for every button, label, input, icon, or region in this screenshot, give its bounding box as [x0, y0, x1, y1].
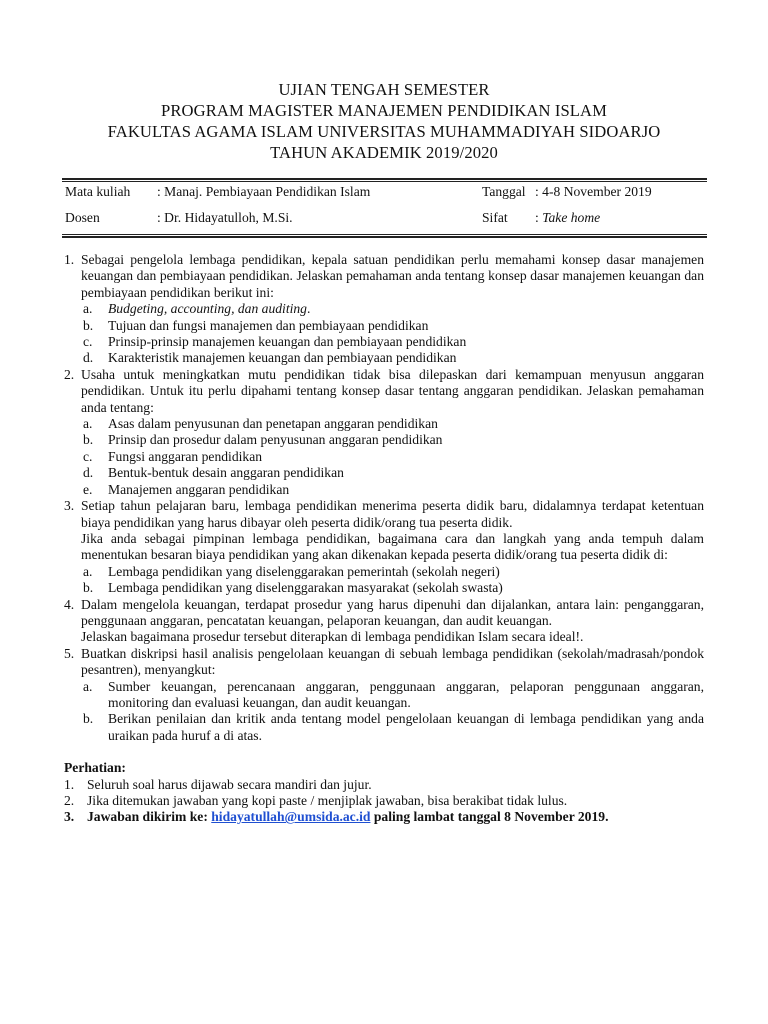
item-text: Prinsip dan prosedur dalam penyusunan anggaran pendidikan	[108, 432, 443, 448]
list-item	[64, 318, 704, 334]
type-label: Sifat	[482, 210, 508, 225]
question-4	[64, 597, 704, 646]
question-text-followup: Jika anda sebagai pimpinan lembaga pendidikan, bagaimana cara dan langkah yang anda tempuh dalam menentukan besaran biaya pendidikan yang akan dikenakan kepada peserta didik/orang tua peserta didik di:	[81, 530, 704, 563]
question-text: Dalam mengelola keuangan, terdapat prosedur yang harus dipenuhi dan dijalankan, antara lain: penganggaran, penggunaan anggaran, pencatatan keuangan, pelaporan keuangan, dan audit keuangan.	[81, 596, 704, 628]
list-item	[64, 465, 704, 481]
list-item	[64, 334, 704, 350]
item-text: Prinsip-prinsip manajemen keuangan dan pembiayaan pendidikan	[108, 334, 467, 350]
notice-number: 1.	[64, 776, 75, 792]
question-number: 1.	[64, 252, 75, 267]
notice-number: 2.	[64, 793, 75, 808]
item-text: Bentuk-bentuk desain anggaran pendidikan	[108, 465, 344, 481]
item-suffix: .	[306, 301, 311, 317]
header-title: UJIAN TENGAH SEMESTER	[278, 80, 490, 99]
item-letter: e.	[83, 481, 93, 497]
item-letter: b.	[83, 432, 94, 448]
date-value: : 4-8 November 2019	[535, 184, 652, 199]
list-item	[64, 711, 704, 744]
item-text: Fungsi anggaran pendidikan	[108, 448, 263, 464]
notice-number: 3.	[64, 809, 75, 825]
notice-title: Perhatian:	[64, 760, 126, 776]
meta-row-course	[65, 184, 705, 210]
header-faculty: FAKULTAS AGAMA ISLAM UNIVERSITAS MUHAMMADIYAH SIDOARJO	[107, 122, 661, 141]
submission-deadline: paling lambat tanggal 8 November 2019.	[370, 809, 609, 825]
lecturer-value: : Dr. Hidayatulloh, M.Si.	[157, 210, 293, 225]
list-item	[64, 416, 704, 432]
item-letter: b.	[83, 580, 94, 596]
notice-item	[64, 793, 704, 809]
meta-divider-thin	[62, 234, 707, 235]
lecturer-label: Dosen	[65, 210, 100, 225]
type-value: Take home	[542, 210, 601, 225]
item-letter: a.	[83, 301, 93, 317]
question-number: 5.	[64, 645, 75, 661]
list-item	[64, 580, 704, 596]
list-item	[64, 350, 704, 366]
question-text-followup: Jelaskan bagaimana prosedur tersebut diterapkan di lembaga pendidikan Islam secara ideal!.	[81, 629, 584, 645]
question-text: Setiap tahun pelajaran baru, lembaga pendidikan menerima peserta didik baru, didalamnya terdapat ketentuan biaya pendidikan yang harus dibayar oleh peserta didik/orang tua peserta didik.	[81, 498, 704, 530]
question-1	[64, 252, 704, 301]
question-number: 3.	[64, 498, 75, 514]
question-number: 4.	[64, 596, 75, 612]
item-letter: a.	[83, 678, 93, 694]
item-letter: a.	[83, 416, 93, 432]
submission-prefix: Jawaban dikirim ke:	[87, 809, 212, 825]
notice-text: Jika ditemukan jawaban yang kopi paste / menjiplak jawaban, bisa berakibat tidak lulus.	[87, 793, 568, 808]
item-letter: d.	[83, 465, 94, 481]
course-value: : Manaj. Pembiayaan Pendidikan Islam	[157, 184, 371, 199]
question-text: Sebagai pengelola lembaga pendidikan, kepala satuan pendidikan perlu memahami konsep dasar manajemen keuangan dan pembiayaan pendidikan. Jelaskan pemahaman anda tentang konsep dasar manajemen keuangan dan pembiayaan pendidikan berikut ini:	[81, 252, 704, 300]
question-text: Buatkan diskripsi hasil analisis pengelolaan keuangan di sebuah lembaga pendidikan (sekolah/madrasah/pondok pesantren), menyangkut:	[81, 645, 704, 678]
question-number: 2.	[64, 366, 75, 382]
top-divider-thick	[62, 178, 707, 180]
meta-divider-thick	[62, 236, 707, 238]
item-letter: c.	[83, 334, 93, 350]
list-item	[64, 449, 704, 465]
item-letter: b.	[83, 711, 94, 727]
list-item	[64, 679, 704, 712]
item-text: Berikan penilaian dan kritik anda tentang model pengelolaan keuangan di lembaga pendidikan yang anda uraikan pada huruf a di atas.	[108, 711, 704, 743]
item-letter: a.	[83, 563, 93, 579]
list-item	[64, 432, 704, 448]
item-letter: d.	[83, 350, 94, 366]
top-divider-thin	[62, 181, 707, 182]
item-text: Manajemen anggaran pendidikan	[108, 481, 290, 497]
exam-meta	[65, 184, 705, 236]
item-text: Tujuan dan fungsi manajemen dan pembiayaan pendidikan	[108, 317, 429, 333]
email-link[interactable]: hidayatullah@umsida.ac.id	[211, 809, 371, 825]
type-colon: :	[535, 210, 543, 225]
question-2	[64, 367, 704, 416]
list-item	[64, 482, 704, 498]
notice-text: Seluruh soal harus dijawab secara mandiri dan jujur.	[87, 776, 372, 792]
item-letter: c.	[83, 448, 93, 464]
header-program: PROGRAM MAGISTER MANAJEMEN PENDIDIKAN ISLAM	[161, 101, 607, 120]
meta-row-lecturer	[65, 210, 705, 236]
course-label: Mata kuliah	[65, 184, 131, 199]
item-letter: b.	[83, 317, 94, 333]
header-year: TAHUN AKADEMIK 2019/2020	[270, 143, 498, 162]
question-list	[64, 252, 704, 826]
question-text: Usaha untuk meningkatkan mutu pendidikan tidak bisa dilepaskan dari kemampuan menyusun anggaran pendidikan. Untuk itu perlu dipahami tentang konsep dasar tentang anggaran pendidikan. Jelaskan pemahaman anda tentang:	[81, 366, 704, 415]
list-item	[64, 301, 704, 317]
notice-item	[64, 777, 704, 793]
type-value-wrap	[535, 210, 600, 226]
item-text: Sumber keuangan, perencanaan anggaran, penggunaan anggaran, pelaporan penggunaan anggaran, monitoring dan evaluasi keuangan, dan audit keuangan.	[108, 678, 704, 710]
item-text: Lembaga pendidikan yang diselenggarakan masyarakat (sekolah swasta)	[108, 580, 503, 596]
exam-header	[0, 79, 768, 163]
item-text: Budgeting, accounting, dan auditing	[108, 301, 307, 317]
item-text: Karakteristik manajemen keuangan dan pembiayaan pendidikan	[108, 350, 457, 366]
date-label: Tanggal	[482, 184, 526, 199]
item-text: Asas dalam penyusunan dan penetapan anggaran pendidikan	[108, 416, 438, 432]
list-item	[64, 564, 704, 580]
item-text: Lembaga pendidikan yang diselenggarakan pemerintah (sekolah negeri)	[108, 563, 500, 579]
question-5	[64, 646, 704, 679]
question-3	[64, 498, 704, 564]
notice-item-submission	[64, 809, 704, 825]
